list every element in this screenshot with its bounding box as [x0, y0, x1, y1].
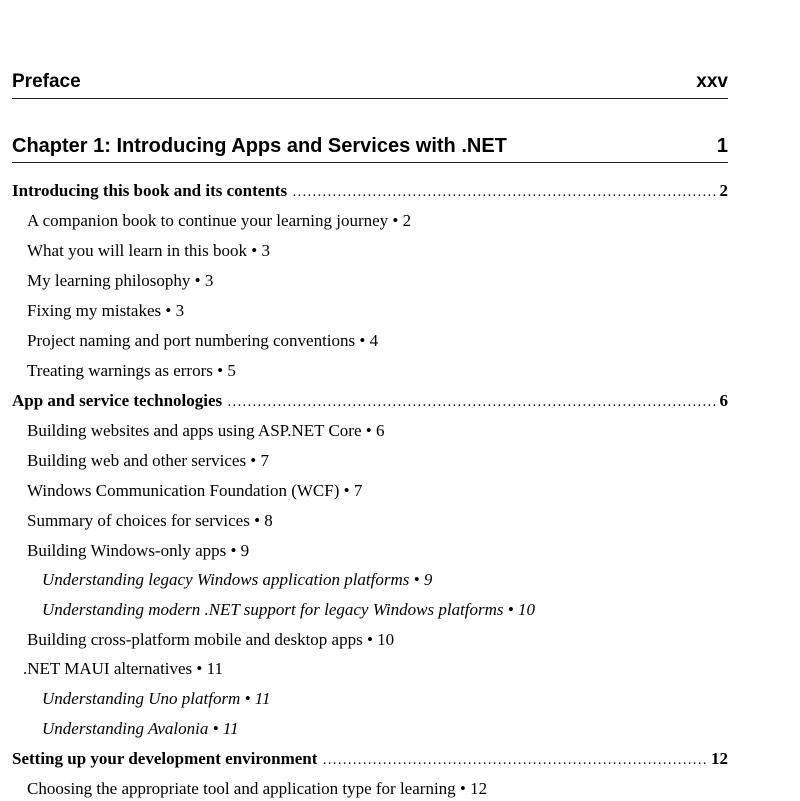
toc-subsection-entry[interactable]: A companion book to continue your learning journey • 2	[27, 211, 412, 230]
toc-subsection-entry[interactable]: Fixing my mistakes • 3	[27, 301, 185, 320]
toc-subsection-entry[interactable]: Treating warnings as errors • 5	[27, 361, 236, 380]
toc-subsection-entry[interactable]: What you will learn in this book • 3	[27, 241, 270, 260]
dot-leader	[228, 389, 715, 416]
toc-subsection-entry[interactable]: .NET MAUI alternatives • 11	[23, 659, 223, 678]
dot-leader	[293, 179, 715, 206]
toc-subsection-entry[interactable]: Choosing the appropriate tool and application type for learning • 12	[27, 779, 488, 798]
preface-heading[interactable]	[12, 70, 728, 99]
toc-section-entry[interactable]	[12, 389, 728, 413]
toc-subsection-entry[interactable]: Building Windows-only apps • 9	[27, 541, 250, 560]
toc-subsection-entry[interactable]: Building cross-platform mobile and desktop apps • 10	[27, 630, 395, 649]
toc-section-title: Setting up your development environment	[12, 749, 318, 768]
toc-section-page: 2	[719, 181, 728, 200]
toc-subsubsection-entry[interactable]: Understanding Avalonia • 11	[42, 719, 239, 738]
chapter-title: Chapter 1: Introducing Apps and Services with .NET	[12, 135, 507, 157]
toc-subsection-entry[interactable]: Windows Communication Foundation (WCF) • 7	[27, 481, 363, 500]
toc-subsection-entry[interactable]: Building websites and apps using ASP.NET Core • 6	[27, 421, 385, 440]
preface-page-number: xxv	[696, 71, 728, 92]
toc-section-page: 12	[711, 749, 728, 768]
toc-subsubsection-entry[interactable]: Understanding Uno platform • 11	[42, 689, 271, 708]
toc-subsection-entry[interactable]: Building web and other services • 7	[27, 451, 270, 470]
toc-section-title: Introducing this book and its contents	[12, 181, 288, 200]
chapter-heading[interactable]	[12, 134, 728, 163]
chapter-page-number: 1	[716, 135, 728, 157]
toc-subsection-entry[interactable]: Summary of choices for services • 8	[27, 511, 273, 530]
toc-section-entry[interactable]	[12, 747, 728, 771]
toc-section-title: App and service technologies	[12, 391, 223, 410]
toc-subsubsection-entry[interactable]: Understanding modern .NET support for legacy Windows platforms • 10	[42, 600, 535, 619]
preface-title: Preface	[12, 71, 81, 92]
toc-section-page: 6	[719, 391, 728, 410]
toc-section-entry[interactable]	[12, 179, 728, 203]
toc-subsection-entry[interactable]: My learning philosophy • 3	[27, 271, 214, 290]
toc-subsubsection-entry[interactable]: Understanding legacy Windows application platforms • 9	[42, 570, 433, 589]
dot-leader	[323, 747, 707, 774]
toc-subsection-entry[interactable]: Project naming and port numbering conventions • 4	[27, 331, 379, 350]
